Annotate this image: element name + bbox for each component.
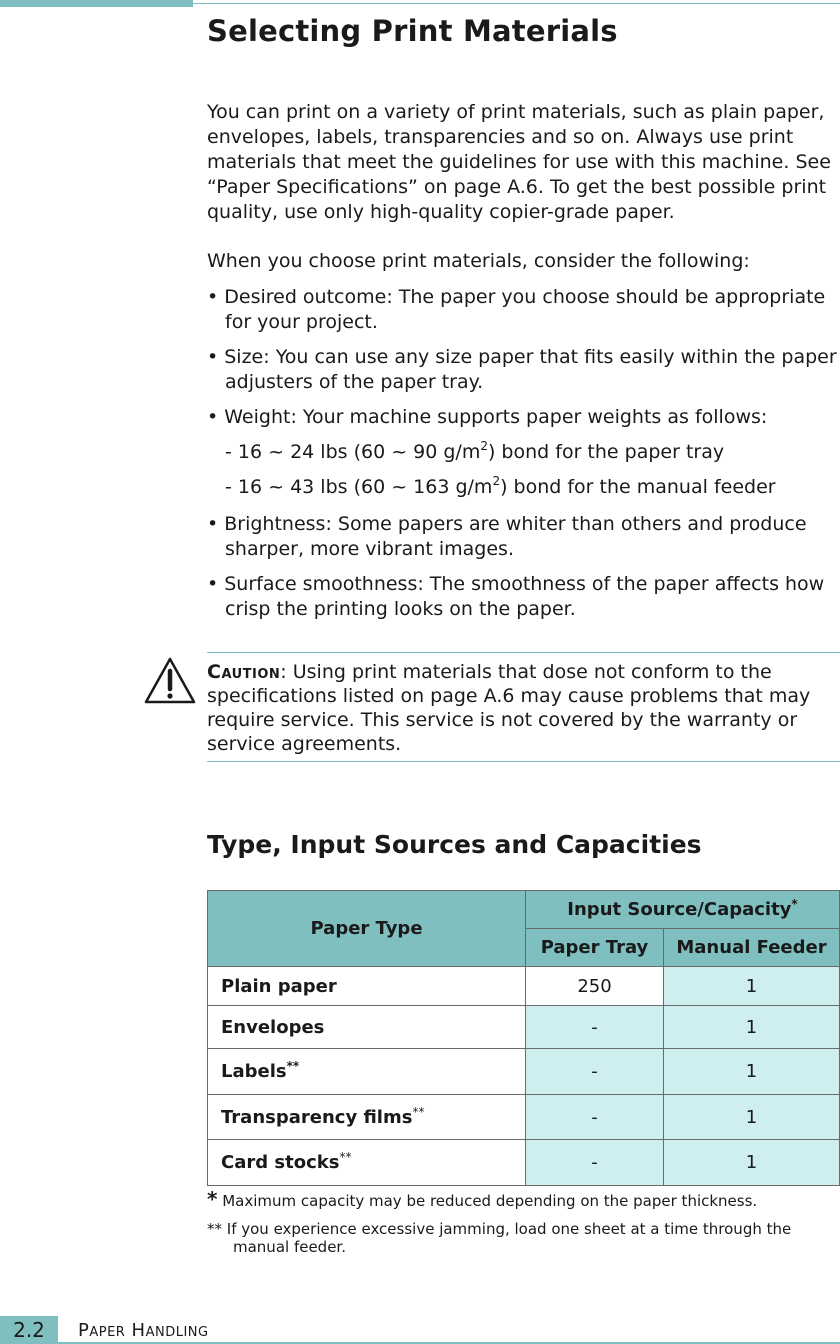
row-labels-tray: -: [526, 1049, 664, 1095]
capacity-table: [207, 890, 840, 1186]
footnote-jamming: ** If you experience excessive jamming, load one sheet at a time through the manual feeder.: [207, 1220, 792, 1256]
row-envelopes-name: Envelopes: [208, 1006, 526, 1049]
row-envelopes-feeder: 1: [664, 1006, 840, 1049]
table-row: [208, 967, 840, 1006]
table-row: [208, 1095, 840, 1140]
weight-paper-tray-text: - 16 ~ 24 lbs (60 ~ 90 g/m: [225, 441, 481, 463]
row-labels-name: [208, 1049, 526, 1095]
section-title: Type, Input Sources and Capacities: [207, 830, 702, 859]
row-plain-paper-name: Plain paper: [208, 967, 526, 1006]
bullet-size: • Size: You can use any size paper that fits easily within the paper adjusters of the paper tray.: [207, 346, 837, 393]
row-transparency-label: Transparency films: [221, 1106, 413, 1128]
row-plain-paper-tray: 250: [526, 967, 664, 1006]
table-row: [208, 1140, 840, 1186]
footnote-capacity-text: Maximum capacity may be reduced depending on the paper thickness.: [217, 1192, 758, 1210]
weight-manual-feeder-text: - 16 ~ 43 lbs (60 ~ 163 g/m: [225, 476, 493, 498]
header-paper-tray: Paper Tray: [526, 929, 664, 967]
chapter-title: Paper Handling: [78, 1320, 209, 1341]
header-input-source-label: Input Source/Capacity: [567, 899, 792, 920]
footnote-capacity-mark: *: [207, 1187, 218, 1211]
bullet-weight: • Weight: Your machine supports paper weights as follows:: [207, 406, 768, 428]
row-card-stocks-feeder: 1: [664, 1140, 840, 1186]
header-manual-feeder: Manual Feeder: [664, 929, 840, 967]
row-transparency-feeder: 1: [664, 1095, 840, 1140]
weight-paper-tray-sup: 2: [480, 439, 488, 453]
row-labels-sup: **: [286, 1059, 300, 1073]
intro-paragraph: You can print on a variety of print materials, such as plain paper, envelopes, labels, transparencies and so on. Always use print materials that meet the guidelines for use with this machine. See “Paper Specifications” on page A.6. To get the best possible print quality, use only high-quality copier-grade paper.: [207, 101, 831, 223]
bullet-desired-outcome: • Desired outcome: The paper you choose should be appropriate for your project.: [207, 286, 826, 333]
footnote-capacity: [207, 1187, 837, 1211]
row-transparency-tray: -: [526, 1095, 664, 1140]
header-rule: [193, 3, 840, 4]
caution-bottom-rule: [207, 761, 840, 762]
weight-paper-tray-suffix: ) bond for the paper tray: [487, 441, 725, 463]
page-number: 2.2: [0, 1316, 58, 1344]
weight-manual-feeder-sup: 2: [492, 474, 501, 488]
weight-manual-feeder: [225, 475, 776, 500]
caution-warning-icon: [142, 655, 198, 707]
row-plain-paper-feeder: 1: [664, 967, 840, 1006]
bullet-brightness: • Brightness: Some papers are whiter than others and produce sharper, more vibrant images.: [207, 513, 807, 560]
header-input-source: [526, 891, 840, 929]
row-card-stocks-name: [208, 1140, 526, 1186]
row-card-stocks-label: Card stocks: [221, 1152, 340, 1173]
table-row: [208, 1006, 840, 1049]
row-transparency-name: [208, 1095, 526, 1140]
header-input-source-sup: *: [791, 897, 798, 911]
row-card-stocks-tray: -: [526, 1140, 664, 1186]
weight-manual-feeder-suffix: ) bond for the manual feeder: [500, 476, 776, 498]
row-card-stocks-sup: **: [339, 1150, 352, 1164]
header-accent-bar: [0, 0, 193, 7]
bullet-surface-smoothness: • Surface smoothness: The smoothness of the paper affects how crisp the printing looks on the paper.: [207, 573, 825, 620]
caution-text: : Using print materials that dose not conform to the specifications listed on page A.6 may cause problems that may require service. This service is not covered by the warranty or service agreements.: [207, 661, 811, 755]
consider-paragraph: When you choose print materials, consider the following:: [207, 250, 750, 272]
caution-top-rule: [207, 652, 840, 653]
table-row: [208, 1049, 840, 1095]
caution-label: Caution: [207, 661, 281, 683]
row-transparency-sup: **: [412, 1104, 425, 1119]
row-envelopes-tray: -: [526, 1006, 664, 1049]
row-labels-feeder: 1: [664, 1049, 840, 1095]
header-paper-type-label: Paper Type: [310, 918, 423, 939]
header-paper-type: [208, 891, 526, 967]
row-labels-label: Labels: [221, 1061, 287, 1082]
caution-note: [207, 660, 837, 756]
weight-paper-tray: [225, 440, 724, 465]
page-title: Selecting Print Materials: [207, 14, 618, 48]
